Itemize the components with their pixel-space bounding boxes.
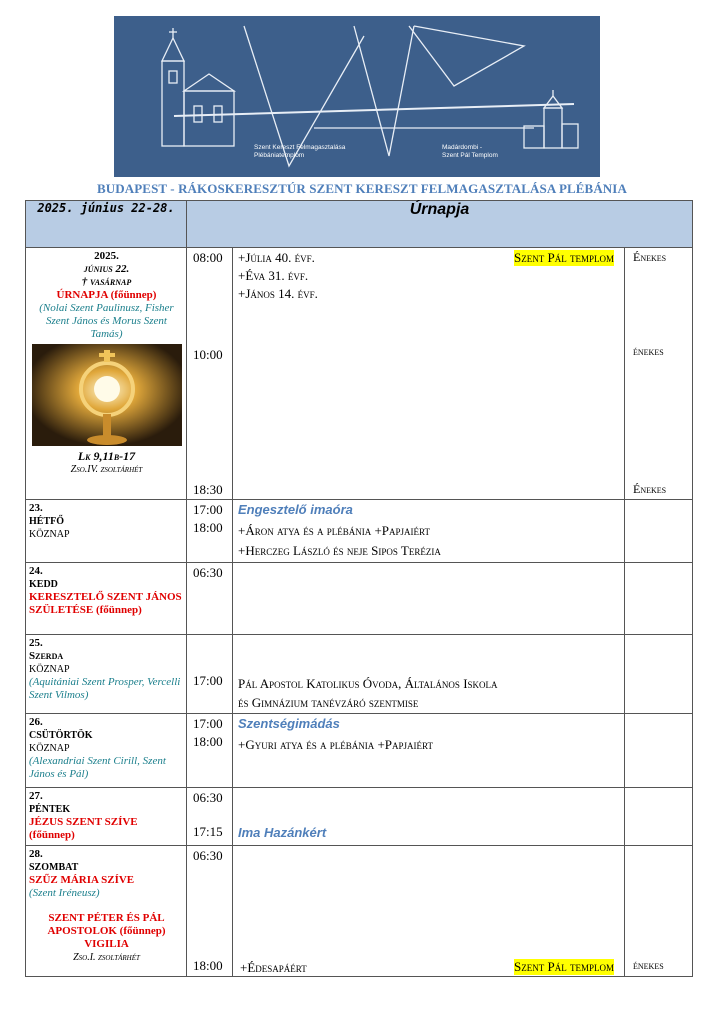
day-cell-monday [26, 500, 187, 563]
day-cell-thursday [26, 714, 187, 788]
time-wednesday-1: 17:00 [193, 673, 223, 688]
time-saturday-1: 06:30 [193, 848, 223, 863]
singing-cell-saturday [625, 846, 693, 977]
event-cell-tuesday [233, 563, 625, 635]
saturday-feast: SZŰZ MÁRIA SZÍVE [29, 874, 135, 886]
time-cell-monday [187, 500, 233, 563]
banner-caption-right-line-1: Madárdombi - [442, 144, 483, 151]
monstrance-icon [32, 344, 182, 446]
time-thursday-2: 18:00 [193, 734, 223, 749]
monday-number: 23. [29, 502, 43, 514]
event-cell-friday [233, 788, 625, 846]
tuesday-feast: KERESZTELŐ SZENT JÁNOS SZÜLETÉSE (főünnep) [29, 591, 182, 616]
time-cell-thursday [187, 714, 233, 788]
sunday-intention-3: +János 14. évf. [238, 286, 318, 301]
event-cell-monday [233, 500, 625, 563]
event-cell-thursday [233, 714, 625, 788]
monday-event: Engesztelő imaóra [238, 502, 353, 517]
table-row [26, 635, 693, 714]
wednesday-type: KÖZNAP [29, 664, 70, 675]
singing-sunday-3: Énekes [633, 482, 667, 496]
wednesday-number: 25. [29, 637, 43, 649]
time-tuesday-1: 06:30 [193, 565, 223, 580]
friday-weekday: PÉNTEK [29, 804, 71, 815]
time-monday-2: 18:00 [193, 520, 223, 535]
wednesday-weekday: Szerda [29, 650, 64, 662]
saturday-weekday: SZOMBAT [29, 862, 79, 873]
saturday-psalter: Zso.I. zsoltárhét [73, 952, 140, 963]
monday-intention-1: +Áron atya és a plébánia +Papjaiért [238, 523, 430, 538]
singing-cell-wednesday [625, 635, 693, 714]
singing-cell-tuesday [625, 563, 693, 635]
table-row [26, 714, 693, 788]
wednesday-intention-1: Pál Apostol Katolikus Óvoda, Általános Iskola [238, 676, 498, 691]
sunday-intention-1: +Júlia 40. évf. [238, 250, 315, 265]
friday-event: Ima Hazánkért [238, 825, 327, 840]
tuesday-number: 24. [29, 565, 43, 577]
header-row [26, 201, 693, 248]
time-saturday-2: 18:00 [193, 958, 223, 973]
sunday-reading: Lk 9,11b-17 [77, 449, 136, 463]
table-row [26, 563, 693, 635]
banner-caption-left-line-2: Plébániatemplom [254, 152, 305, 159]
sunday-intention-2: +Éva 31. évf. [238, 268, 309, 283]
time-cell-wednesday [187, 635, 233, 714]
friday-number: 27. [29, 790, 43, 802]
sunday-date: június 22. [83, 263, 130, 275]
singing-cell-thursday [625, 714, 693, 788]
saturday-saints: (Szent Iréneusz) [29, 887, 100, 899]
table-row [26, 500, 693, 563]
time-cell-sunday [187, 248, 233, 500]
wednesday-saints: (Aquitániai Szent Prosper, Vercelli Szent Vilmos) [29, 676, 181, 701]
monday-intention-2: +Herczeg László és neje Sipos Terézia [238, 543, 441, 558]
event-cell-saturday [233, 846, 625, 977]
day-cell-tuesday [26, 563, 187, 635]
thursday-saints: (Alexandriai Szent Cirill, Szent János és Pál) [29, 755, 166, 780]
day-cell-saturday [26, 846, 187, 977]
singing-sunday-1: Énekes [633, 250, 667, 264]
saturday-feast-2: SZENT PÉTER ÉS PÁL APOSTOLOK (főünnep) VIGILIA [47, 912, 166, 950]
thursday-type: KÖZNAP [29, 743, 70, 754]
time-thursday-1: 17:00 [193, 716, 223, 731]
table-row [26, 846, 693, 977]
time-cell-saturday [187, 846, 233, 977]
wednesday-intention-2: és Gimnázium tanévzáró szentmise [238, 695, 419, 710]
time-friday-2: 17:15 [193, 824, 223, 839]
sunday-location: Szent Pál templom [514, 250, 614, 265]
time-sunday-3: 18:30 [193, 482, 223, 497]
monday-type: KÖZNAP [29, 529, 70, 540]
sunday-year: 2025. [94, 250, 119, 262]
table-row [26, 248, 693, 500]
time-monday-1: 17:00 [193, 502, 223, 517]
singing-cell-sunday [625, 248, 693, 500]
thursday-weekday: CSÜTÖRTÖK [29, 730, 93, 741]
event-cell-sunday [233, 248, 625, 500]
parish-banner [114, 16, 600, 177]
monday-weekday: HÉTFŐ [29, 516, 65, 527]
monstrance-image [32, 344, 182, 446]
header-title: Úrnapja [187, 201, 693, 248]
tuesday-weekday: KEDD [29, 579, 58, 590]
church-drawing-icon [114, 16, 600, 177]
singing-cell-friday [625, 788, 693, 846]
saturday-intention-1: +Édesapáért [240, 960, 307, 975]
time-friday-1: 06:30 [193, 790, 223, 805]
sunday-weekday: † vasárnap [81, 276, 132, 288]
saturday-location: Szent Pál templom [514, 959, 614, 974]
thursday-event: Szentségimádás [238, 716, 340, 731]
singing-saturday-1: énekes [633, 958, 664, 972]
day-cell-friday [26, 788, 187, 846]
time-cell-tuesday [187, 563, 233, 635]
time-sunday-1: 08:00 [193, 250, 223, 265]
day-cell-wednesday [26, 635, 187, 714]
day-cell-sunday [26, 248, 187, 500]
singing-cell-monday [625, 500, 693, 563]
friday-feast: JÉZUS SZENT SZÍVE (főünnep) [29, 816, 138, 841]
time-cell-friday [187, 788, 233, 846]
sunday-feast: ÚRNAPJA (főünnep) [56, 289, 157, 301]
banner-caption-left [254, 144, 345, 160]
event-cell-wednesday [233, 635, 625, 714]
thursday-number: 26. [29, 716, 43, 728]
page-heading: BUDAPEST - RÁKOSKERESZTÚR SZENT KERESZT FELMAGASZTALÁSA PLÉBÁNIA [97, 181, 627, 196]
sunday-psalter: Zso.IV. zsoltárhét [70, 464, 143, 475]
sunday-saints: (Nolai Szent Paulinusz, Fisher Szent János és Morus Szent Tamás) [39, 302, 174, 340]
banner-caption-left-line-1: Szent Kereszt Felmagasztalása [254, 144, 346, 151]
thursday-intention-1: +Gyuri atya és a plébánia +Papjaiért [238, 737, 433, 752]
banner-caption-right [442, 144, 498, 160]
table-row [26, 788, 693, 846]
time-sunday-2: 10:00 [193, 347, 223, 362]
schedule-table [25, 200, 693, 977]
header-date-range: 2025. június 22-28. [26, 201, 187, 248]
singing-sunday-2: énekes [633, 344, 664, 358]
banner-caption-right-line-2: Szent Pál Templom [442, 152, 498, 159]
saturday-number: 28. [29, 848, 43, 860]
